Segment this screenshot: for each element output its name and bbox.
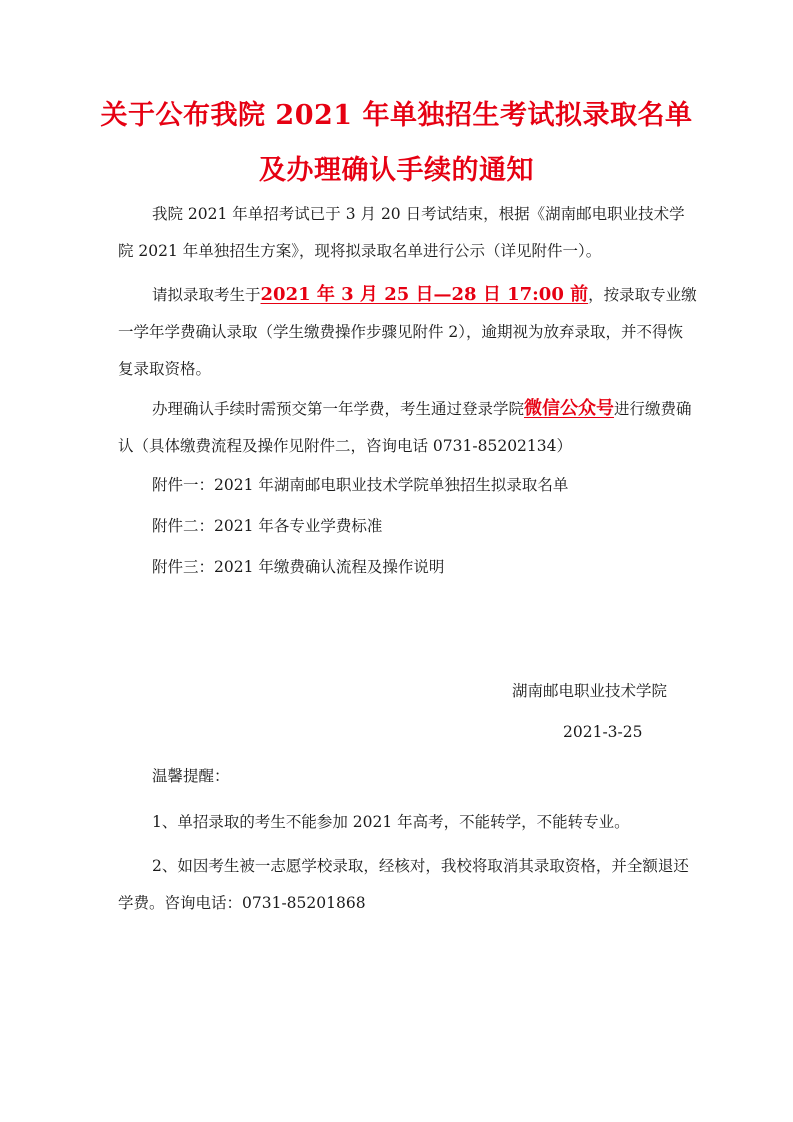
paragraph-3-lead: 办理确认手续时需预交第一年学费，考生通过登录学院 (152, 400, 525, 418)
paragraph-3-rest: 进行缴费确认（具体缴费流程及操作见附件二，咨询电话 0731-85202134） (118, 400, 692, 455)
wechat-highlight: 微信公众号 (524, 398, 615, 419)
paragraph-2-rest: ，按录取专业缴一学年学费确认录取（学生缴费操作步骤见附件 2），逾期视为放弃录取，并不得恢复录取资格。 (118, 286, 697, 378)
signature-date: 2021-3-25 (563, 723, 643, 741)
deadline-highlight: 2021 年 3 月 25 日—28 日 17:00 前 (260, 284, 589, 305)
title-line-1: 关于公布我院 2021 年单独招生考试拟录取名单 (100, 100, 693, 131)
paragraph-2 (118, 276, 698, 388)
signature-org: 湖南邮电职业技术学院 (512, 682, 668, 700)
title-line-2: 及办理确认手续的通知 (259, 155, 534, 186)
attachment-2: 附件二：2021 年各专业学费标准 (152, 517, 383, 535)
paragraph-3 (118, 390, 698, 465)
attachment-3: 附件三：2021 年缴费确认流程及操作说明 (152, 558, 445, 576)
paragraph-2-lead: 请拟录取考生于 (152, 286, 261, 304)
reminder-item-2: 2、如因考生被一志愿学校录取，经核对，我校将取消其录取资格，并全额退还学费。咨询电话：0731-85201868 (118, 857, 689, 912)
reminder-heading: 温馨提醒： (152, 767, 230, 785)
attachment-1: 附件一：2021 年湖南邮电职业技术学院单独招生拟录取名单 (152, 476, 569, 494)
paragraph-1: 我院 2021 年单招考试已于 3 月 20 日考试结束，根据《湖南邮电职业技术学院 2021 年单独招生方案》，现将拟录取名单进行公示（详见附件一）。 (118, 205, 685, 260)
reminder-item-1: 1、单招录取的考生不能参加 2021 年高考，不能转学，不能转专业。 (152, 813, 630, 831)
